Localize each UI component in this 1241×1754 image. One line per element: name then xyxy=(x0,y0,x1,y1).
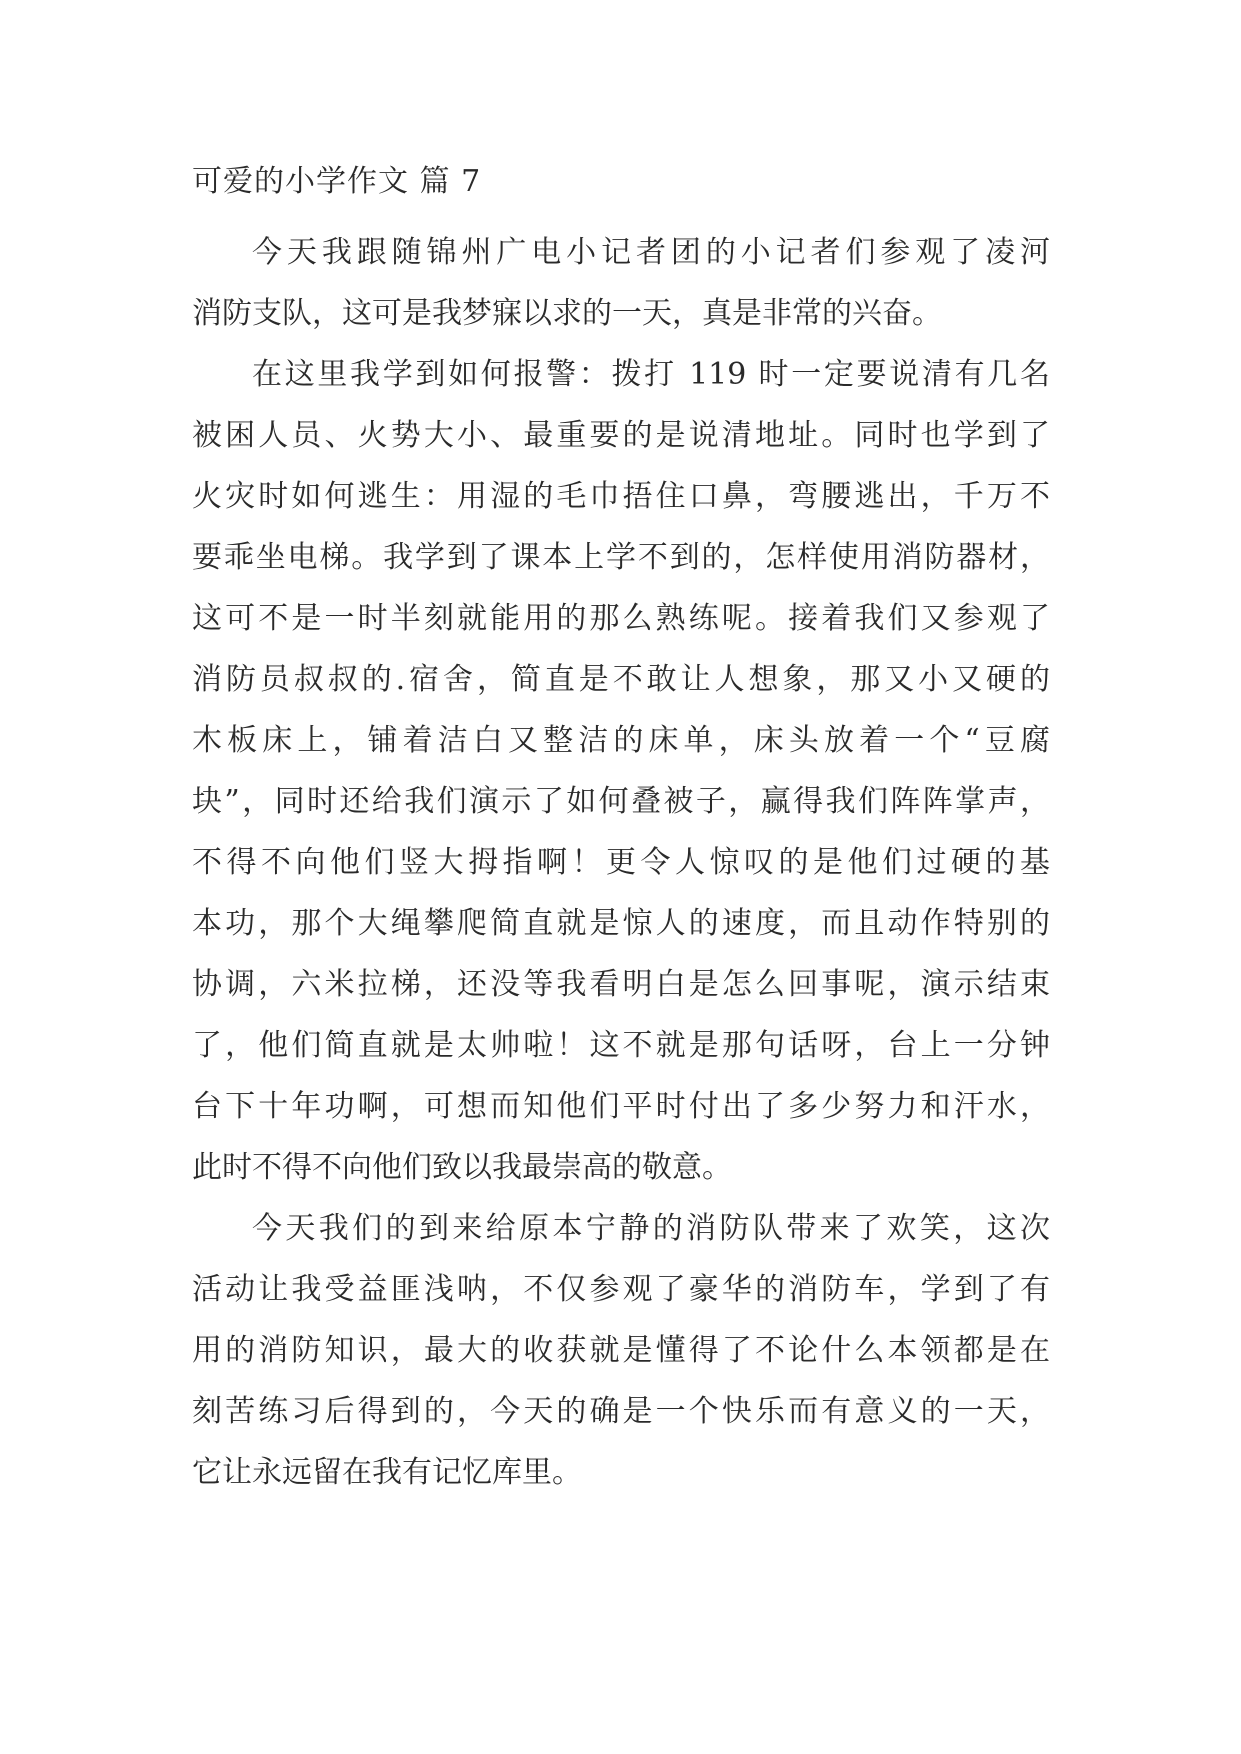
paragraph-line: 用的消防知识，最大的收获就是懂得了不论什么本领都是在 xyxy=(192,1333,1050,1368)
paragraph-line: 本功，那个大绳攀爬简直就是惊人的速度，而且动作特别的 xyxy=(192,906,1050,941)
paragraph-line: 这可不是一时半刻就能用的那么熟练呢。接着我们又参观了 xyxy=(192,601,1050,636)
paragraph-line: 它让永远留在我有记忆库里。 xyxy=(192,1455,582,1490)
paragraph-1 xyxy=(192,222,1050,344)
paragraph-line: 台下十年功啊，可想而知他们平时付出了多少努力和汗水， xyxy=(192,1089,1050,1124)
article-title: 可爱的小学作文 篇 7 xyxy=(192,164,482,199)
paragraph-3 xyxy=(192,1198,1050,1503)
paragraph-2 xyxy=(192,344,1050,1198)
paragraph-line: 火灾时如何逃生：用湿的毛巾捂住口鼻，弯腰逃出，千万不 xyxy=(192,479,1050,514)
paragraph-line: 被困人员、火势大小、最重要的是说清地址。同时也学到了 xyxy=(192,418,1050,453)
paragraph-line: 在这里我学到如何报警：拨打 119 时一定要说清有几名 xyxy=(252,357,1050,392)
paragraph-line: 不得不向他们竖大拇指啊！更令人惊叹的是他们过硬的基 xyxy=(192,845,1050,880)
article-body xyxy=(192,164,1050,1503)
paragraph-line: 此时不得不向他们致以我最崇高的敬意。 xyxy=(192,1150,732,1185)
paragraph-line: 活动让我受益匪浅呐，不仅参观了豪华的消防车，学到了有 xyxy=(192,1272,1050,1307)
paragraph-line: 刻苦练习后得到的，今天的确是一个快乐而有意义的一天， xyxy=(192,1394,1050,1429)
paragraph-line: 今天我跟随锦州广电小记者团的小记者们参观了凌河 xyxy=(252,235,1050,270)
paragraph-line: 块”，同时还给我们演示了如何叠被子，赢得我们阵阵掌声， xyxy=(192,784,1050,819)
paragraph-line: 木板床上，铺着洁白又整洁的床单，床头放着一个“豆腐 xyxy=(192,723,1050,758)
paragraph-line: 消防员叔叔的.宿舍，简直是不敢让人想象，那又小又硬的 xyxy=(192,662,1050,697)
paragraph-line: 协调，六米拉梯，还没等我看明白是怎么回事呢，演示结束 xyxy=(192,967,1050,1002)
paragraph-line: 今天我们的到来给原本宁静的消防队带来了欢笑，这次 xyxy=(252,1211,1050,1246)
paragraph-line: 了，他们简直就是太帅啦！这不就是那句话呀，台上一分钟 xyxy=(192,1028,1050,1063)
paragraph-line: 消防支队，这可是我梦寐以求的一天，真是非常的兴奋。 xyxy=(192,296,942,331)
paragraph-line: 要乖坐电梯。我学到了课本上学不到的，怎样使用消防器材， xyxy=(192,540,1050,575)
